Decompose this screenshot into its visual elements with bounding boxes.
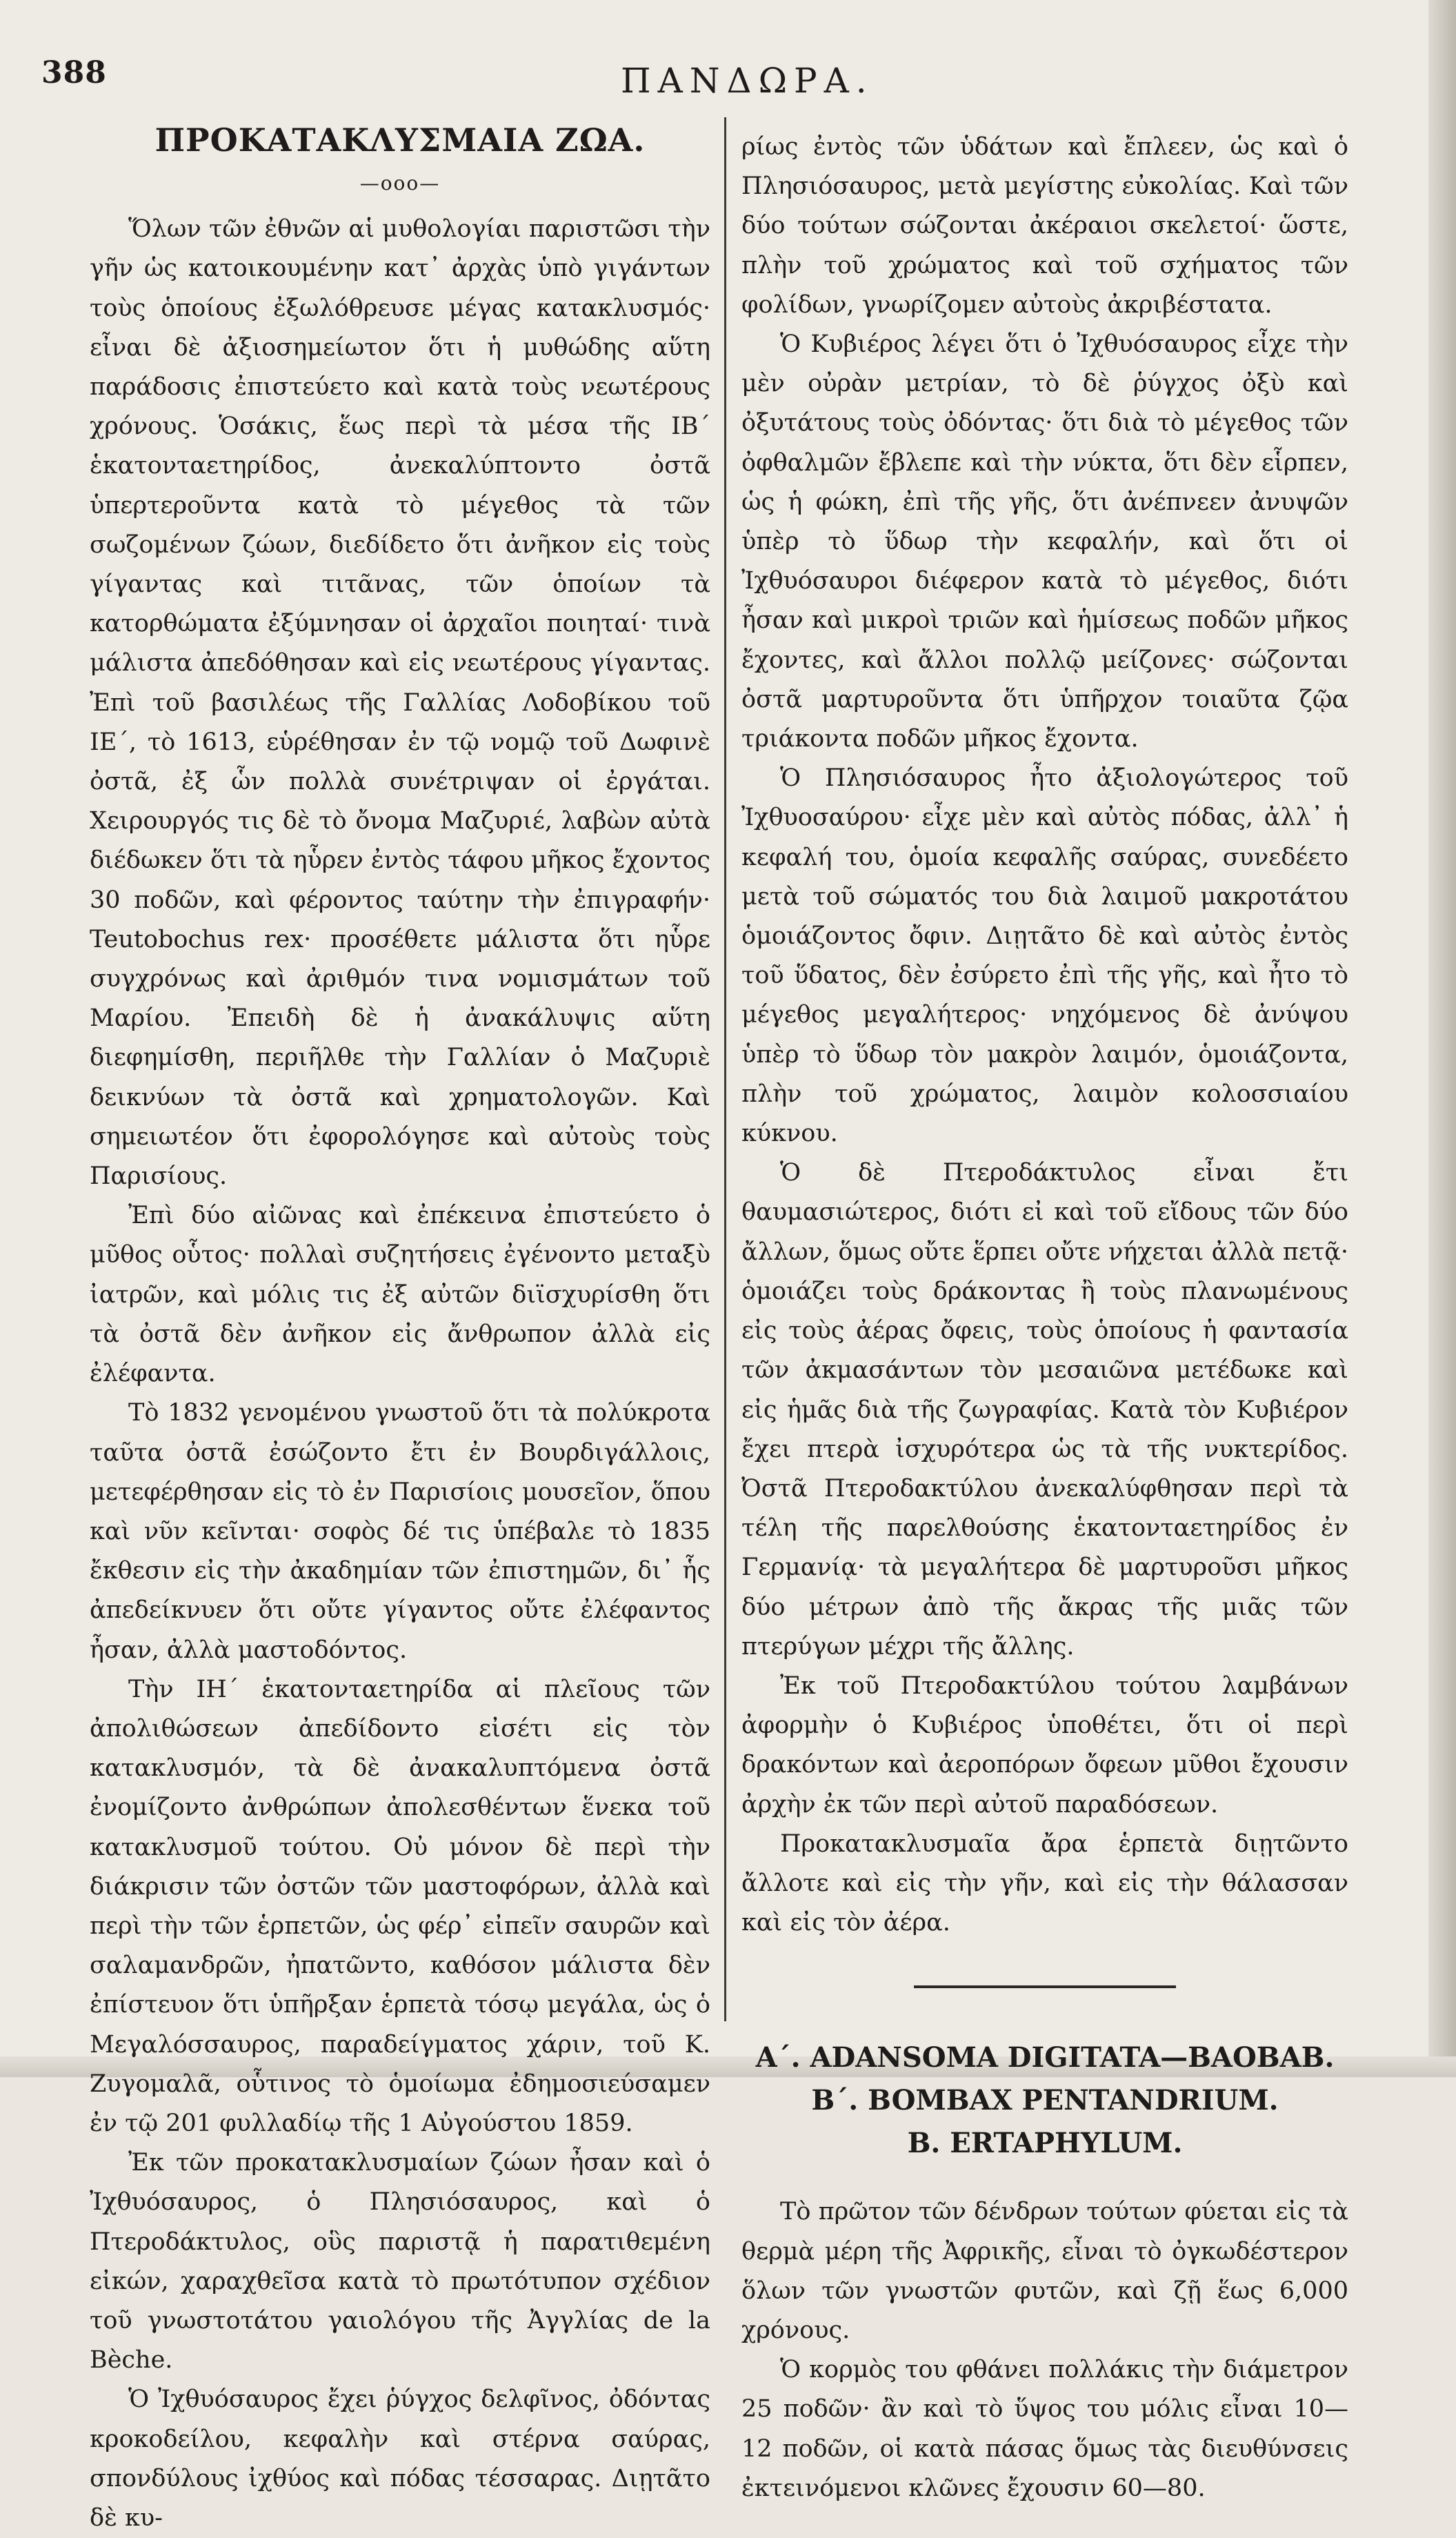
page-header	[41, 41, 874, 103]
article-title: ΠΡΟΚΑΤΑΚΛΥΣΜΑΙΑ ΖΩΑ.	[154, 121, 646, 159]
title-ornament: —οοο—	[359, 172, 441, 195]
page-number: 388	[41, 55, 107, 90]
plant-heading-line: Β΄. BOMBAX PENTANDRIUM.	[811, 2084, 1279, 2117]
column-divider	[724, 117, 726, 2021]
page-edge-right	[1428, 0, 1456, 2077]
paragraph: Τὸ πρῶτον τῶν δένδρων τούτων φύεται εἰς τὰ θερμὰ μέρη τῆς Ἀφρικῆς, εἶναι τὸ ὀγκωδέστερον ὅλων τῶν γνωστῶν φυτῶν, καὶ ζῇ ἕως 6,000 χρόνους.	[741, 2198, 1348, 2344]
paragraph: Ὁ δὲ Πτεροδάκτυλος εἶναι ἔτι θαυμασιώτερος, διότι εἰ καὶ τοῦ εἴδους τῶν δύο ἄλλων, ὅμως οὔτε ἕρπει οὔτε νήχεται ἀλλὰ πετᾷ· ὁμοιάζει τοὺς δράκοντας ἢ τοὺς πλανωμένους εἰς τοὺς ἀέρας ὄφεις, τοὺς ὁποίους ἡ φαντασία τῶν ἀκμασάντων τὸν μεσαιῶνα μετέδωκε καὶ εἰς ἡμᾶς διὰ τῆς ζωγραφίας. Κατὰ τὸν Κυβιέρον ἔχει πτερὰ ἰσχυρότερα ὡς τὰ τῆς νυκτερίδος. Ὀστᾶ Πτεροδακτύλου ἀνεκαλύφθησαν περὶ τὰ τέλη τῆς παρελθούσης ἑκατονταετηρίδος ἐν Γερμανίᾳ· τὰ μεγαλήτερα δὲ μαρτυροῦσι μῆκος δύο μέτρων ἀπὸ τῆς ἄκρας τῆς μιᾶς τῶν πτερύγων μέχρι τῆς ἄλλης.	[741, 1159, 1348, 1660]
plant-heading-line: B. ERTAPHYLUM.	[907, 2127, 1183, 2160]
paragraph: Ἐκ τῶν προκατακλυσμαίων ζώων ἦσαν καὶ ὁ Ἰχθυόσαυρος, ὁ Πλησιόσαυρος, καὶ ὁ Πτεροδάκτυλος, οὓς παριστᾷ ἡ παρατιθεμένη εἰκών, χαραχθεῖσα κατὰ τὸ πρωτότυπον σχέδιον τοῦ γνωστοτάτου γαιολόγου τῆς Ἀγγλίας de la Bèche.	[90, 2149, 710, 2375]
plant-heading	[741, 2036, 1348, 2165]
paragraph: Ὁ Πλησιόσαυρος ἦτο ἀξιολογώτερος τοῦ Ἰχθυοσαύρου· εἶχε μὲν καὶ αὐτὸς πόδας, ἀλλ᾽ ἡ κεφαλή του, ὁμοία κεφαλῆς σαύρας, συνεδέετο μετὰ τοῦ σώματός του διὰ λαιμοῦ μακροτάτου ὁμοιάζοντος ὄφιν. Διῃτᾶτο δὲ καὶ αὐτὸς ἐντὸς τοῦ ὕδατος, δὲν ἐσύρετο ἐπὶ τῆς γῆς, καὶ ἦτο τὸ μέγεθος μεγαλήτερος· νηχόμενος δὲ ἀνύψου ὑπὲρ τὸ ὕδωρ τὸν μακρὸν λαιμόν, ὁμοιάζοντα, πλὴν τοῦ χρώματος, λαιμὸν κολοσσιαίου κύκνου.	[741, 764, 1348, 1148]
plant-heading-line: Α΄. ADANSOMA DIGITATA—BAOBAB.	[755, 2041, 1335, 2074]
paragraph: Ὁ Ἰχθυόσαυρος ἔχει ῥύγχος δελφῖνος, ὀδόντας κροκοδείλου, κεφαλὴν καὶ στέρνα σαύρας, σπονδύλους ἰχθύος καὶ πόδας τέσσαρας. Διῃτᾶτο δὲ κυ-	[90, 2386, 710, 2532]
section-separator	[914, 1985, 1176, 1988]
paragraph: Ὁ κορμὸς του φθάνει πολλάκις τὴν διάμετρον 25 ποδῶν· ἂν καὶ τὸ ὕψος του μόλις εἶναι 10—12 ποδῶν, οἱ κατὰ πάσας ὅμως τὰς διευθύνσεις ἐκτεινόμενοι κλῶνες ἔχουσιν 60—80.	[741, 2356, 1348, 2502]
paragraph: Ὁ Κυβιέρος λέγει ὅτι ὁ Ἰχθυόσαυρος εἶχε τὴν μὲν οὐρὰν μετρίαν, τὸ δὲ ῥύγχος ὀξὺ καὶ ὀξυτάτους τοὺς ὀδόντας· ὅτι διὰ τὸ μέγεθος τῶν ὀφθαλμῶν ἔβλεπε καὶ τὴν νύκτα, ὅτι δὲν εἷρπεν, ὡς ἡ φώκη, ἐπὶ τῆς γῆς, ὅτι ἀνέπνεεν ἀνυψῶν ὑπὲρ τὸ ὕδωρ τὴν κεφαλήν, καὶ ὅτι οἱ Ἰχθυόσαυροι διέφερον κατὰ τὸ μέγεθος, διότι ἦσαν καὶ μικροὶ τριῶν καὶ ἡμίσεως ποδῶν μῆκος ἔχοντες, καὶ ἄλλοι πολλῷ μείζονες· σώζονται ὀστᾶ μαρτυροῦντα ὅτι ὑπῆρχον τοιαῦτα ζῷα τριάκοντα ποδῶν μῆκος ἔχοντα.	[741, 330, 1348, 753]
paragraph: Ἐκ τοῦ Πτεροδακτύλου τούτου λαμβάνων ἀφορμὴν ὁ Κυβιέρος ὑποθέτει, ὅτι οἱ περὶ δρακόντων καὶ ἀεροπόρων ὄφεων μῦθοι ἔχουσιν ἀρχὴν ἐκ τῶν περὶ αὐτοῦ παραδόσεων.	[741, 1672, 1348, 1818]
paragraph: Ὅλων τῶν ἐθνῶν αἱ μυθολογίαι παριστῶσι τὴν γῆν ὡς κατοικουμένην κατ᾽ ἀρχὰς ὑπὸ γιγάντων τοὺς ὁποίους ἐξωλόθρευσε μέγας κατακλυσμός· εἶναι δὲ ἀξιοσημείωτον ὅτι ἡ μυθώδης αὕτη παράδοσις ἐπιστεύετο καὶ κατὰ τοὺς νεωτέρους χρόνους. Ὁσάκις, ἕως περὶ τὰ μέσα τῆς ΙΒ΄ ἑκατονταετηρίδος, ἀνεκαλύπτοντο ὀστᾶ ὑπερτεροῦντα κατὰ τὸ μέγεθος τὰ τῶν σωζομένων ζώων, διεδίδετο ὅτι ἀνῆκον εἰς τοὺς γίγαντας καὶ τιτᾶνας, τῶν ὁποίων τὰ κατορθώματα ἐξύμνησαν οἱ ἀρχαῖοι ποιηταί· τινὰ μάλιστα ἀπεδόθησαν καὶ εἰς νεωτέρους γίγαντας. Ἐπὶ τοῦ βασιλέως τῆς Γαλλίας Λοδοβίκου τοῦ ΙΕ΄, τὸ 1613, εὑρέθησαν ἐν τῷ νομῷ τοῦ Δωφινὲ ὀστᾶ, ἐξ ὧν πολλὰ συνέτριψαν οἱ ἐργάται. Χειρουργός τις δὲ τὸ ὄνομα Μαζυριέ, λαβὼν αὐτὰ διέδωκεν ὅτι τὰ ηὗρεν ἐντὸς τάφου μῆκος ἔχοντος 30 ποδῶν, καὶ φέροντος ταύτην τὴν ἐπιγραφήν· Teutobochus rex· προσέθετε μάλιστα ὅτι ηὗρε συγχρόνως καὶ ἀριθμόν τινα νομισμάτων τοῦ Μαρίου. Ἐπειδὴ δὲ ἡ ἀνακάλυψις αὕτη διεφημίσθη, περιῆλθε τὴν Γαλλίαν ὁ Μαζυριὲ δεικνύων τὰ ὀστᾶ καὶ χρηματολογῶν. Καὶ σημειωτέον ὅτι ἐφορολόγησε καὶ αὐτοὺς τοὺς Παρισίους.	[90, 215, 710, 1191]
paragraph: ρίως ἐντὸς τῶν ὑδάτων καὶ ἔπλεεν, ὡς καὶ ὁ Πλησιόσαυρος, μετὰ μεγίστης εὐκολίας. Καὶ τῶν δύο τούτων σώζονται ἀκέραιοι σκελετοί· ὥστε, πλὴν τοῦ χρώματος καὶ τοῦ σχήματος τῶν φολίδων, γνωρίζομεν αὐτοὺς ἀκριβέστατα.	[741, 133, 1348, 319]
left-column	[90, 121, 710, 2538]
right-column	[741, 128, 1348, 2508]
paragraph: Τὸ 1832 γενομένου γνωστοῦ ὅτι τὰ πολύκροτα ταῦτα ὀστᾶ ἐσώζοντο ἔτι ἐν Βουρδιγάλλοις, μετεφέρθησαν εἰς τὸ ἐν Παρισίοις μουσεῖον, ὅπου καὶ νῦν κεῖνται· σοφὸς δέ τις ὑπέβαλε τὸ 1835 ἔκθεσιν εἰς τὴν ἀκαδημίαν τῶν ἐπιστημῶν, δι᾽ ἧς ἀπεδείκνυεν ὅτι οὔτε γίγαντος οὔτε ἐλέφαντος ἦσαν, ἀλλὰ μαστοδόντος.	[90, 1399, 710, 1664]
running-title: ΠΑΝΔΩΡΑ.	[621, 61, 874, 101]
paragraph: Τὴν ΙΗ΄ ἑκατονταετηρίδα αἱ πλεῖους τῶν ἀπολιθώσεων ἀπεδίδοντο εἰσέτι εἰς τὸν κατακλυσμόν, τὰ δὲ ἀνακαλυπτόμενα ὀστᾶ ἐνομίζοντο ἀνθρώπων ἀπολεσθέντων ἕνεκα τοῦ κατακλυσμοῦ τούτου. Οὐ μόνον δὲ περὶ τὴν διάκρισιν τῶν ὀστῶν τῶν μαστοφόρων, ἀλλὰ καὶ περὶ τὴν τῶν ἑρπετῶν, ὡς φέρ᾽ εἰπεῖν σαυρῶν καὶ σαλαμανδρῶν, ἠπατῶντο, καθόσον μάλιστα δὲν ἐπίστευον ὅτι ὑπῆρξαν ἑρπετὰ τόσῳ μεγάλα, ὡς ὁ Μεγαλόσσαυρος, παραδείγματος χάριν, τοῦ Κ. Ζυγομαλᾶ, οὗτινος τὸ ὁμοίωμα ἐδημοσιεύσαμεν ἐν τῷ 201 φυλλαδίῳ τῆς 1 Αὐγούστου 1859.	[90, 1675, 710, 2137]
paragraph: Προκατακλυσμαῖα ἄρα ἑρπετὰ διῃτῶντο ἄλλοτε καὶ εἰς τὴν γῆν, καὶ εἰς τὴν θάλασσαν καὶ εἰς τὸν ἀέρα.	[741, 1830, 1348, 1937]
paragraph: Ἐπὶ δύο αἰῶνας καὶ ἐπέκεινα ἐπιστεύετο ὁ μῦθος οὗτος· πολλαὶ συζητήσεις ἐγένοντο μεταξὺ ἰατρῶν, καὶ μόλις τις ἐξ αὐτῶν διϊσχυρίσθη ὅτι τὰ ὀστᾶ δὲν ἀνῆκον εἰς ἄνθρωπον ἀλλὰ εἰς ἐλέφαντα.	[90, 1202, 710, 1388]
